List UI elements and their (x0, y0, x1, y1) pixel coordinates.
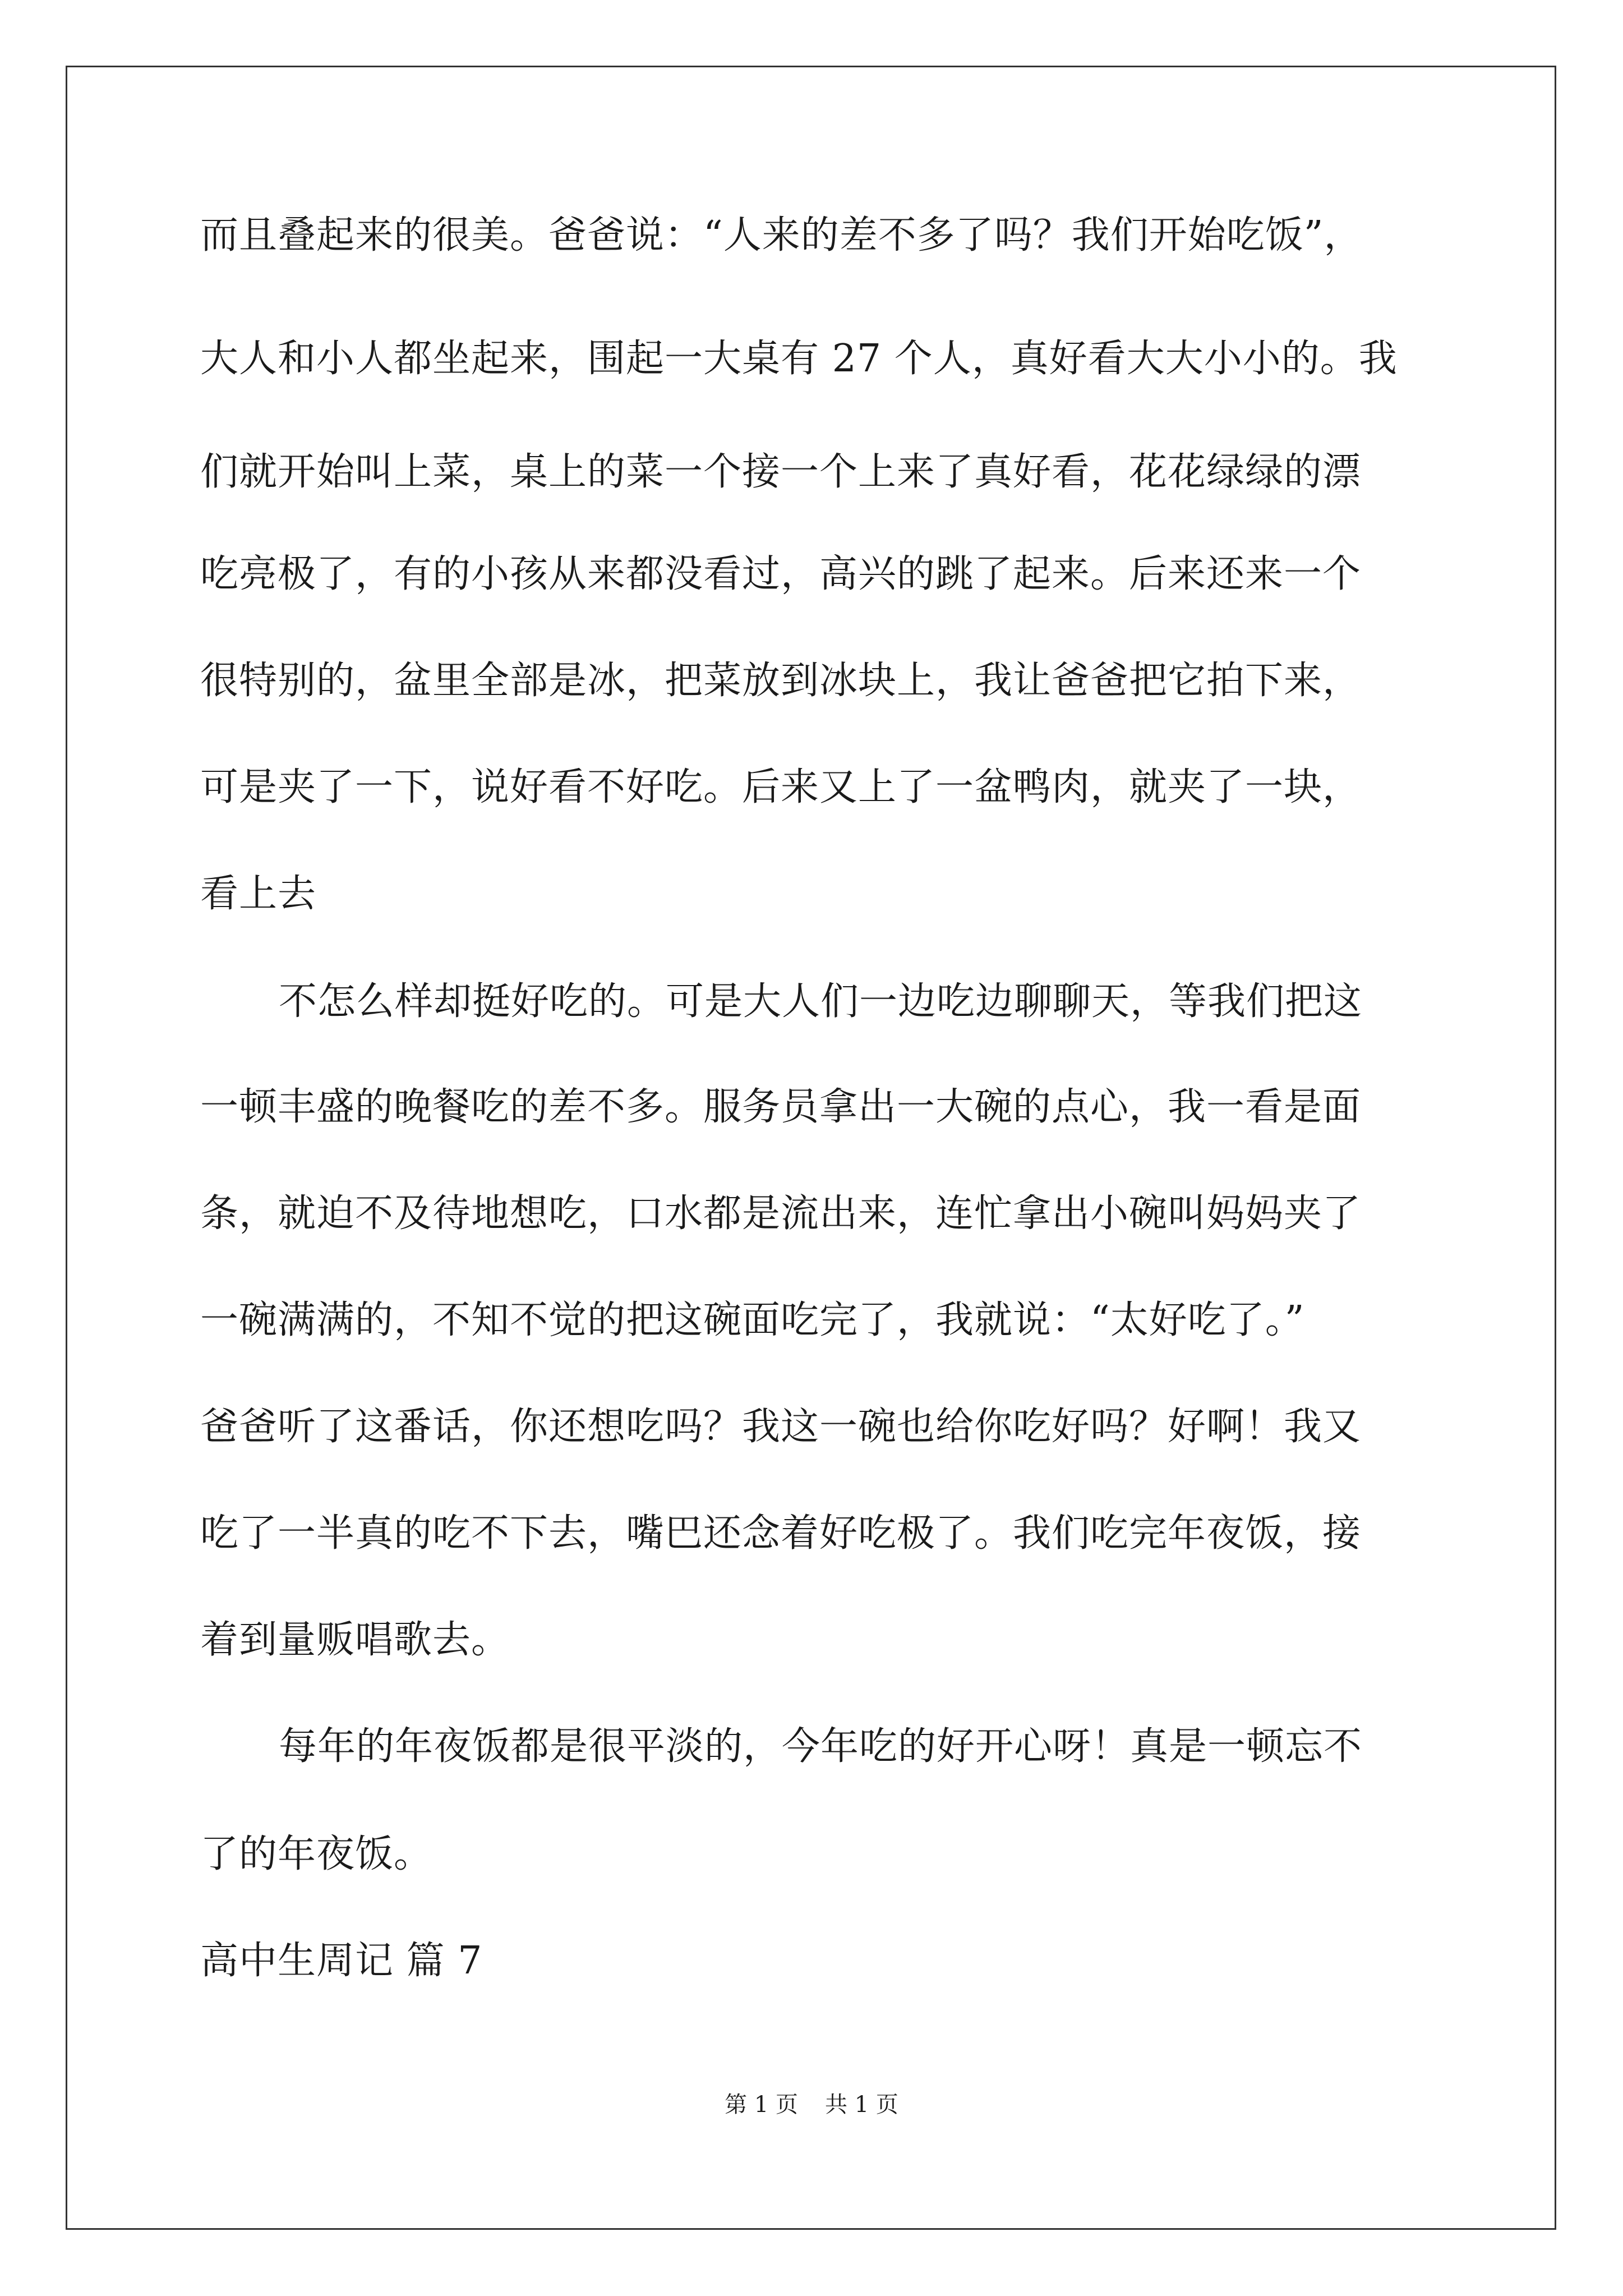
paragraph-line: 着到量贩唱歌去。 (200, 1618, 510, 1662)
paragraph-line: 条，就迫不及待地想吃，口水都是流出来，连忙拿出小碗叫妈妈夹了 (200, 1191, 1362, 1236)
paragraph-line: 吃亮极了，有的小孩从来都没看过，高兴的跳了起来。后来还来一个 (200, 552, 1362, 596)
section-heading: 高中生周记 篇 7 (200, 1939, 483, 1983)
paragraph-line: 吃了一半真的吃不下去，嘴巴还念着好吃极了。我们吃完年夜饭，接 (200, 1511, 1362, 1556)
page-footer (0, 2093, 1623, 2116)
paragraph-line: 大人和小人都坐起来，围起一大桌有 27 个人，真好看大大小小的。我 (200, 337, 1398, 381)
paragraph-line: 而且叠起来的很美。爸爸说：“人来的差不多了吗？我们开始吃饭”， (200, 213, 1363, 257)
paragraph-line: 一顿丰盛的晚餐吃的差不多。服务员拿出一大碗的点心，我一看是面 (200, 1085, 1362, 1129)
paragraph-line: 可是夹了一下，说好看不好吃。后来又上了一盆鸭肉，就夹了一块， (200, 765, 1362, 809)
page-number: 第 1 页 (725, 2092, 798, 2118)
paragraph-line: 很特别的，盆里全部是冰，把菜放到冰块上，我让爸爸把它拍下来， (200, 659, 1362, 703)
paragraph-line: 了的年夜饭。 (200, 1832, 433, 1876)
paragraph-line: 一碗满满的，不知不觉的把这碗面吃完了，我就说：“太好吃了。” (200, 1298, 1305, 1342)
paragraph-line: 们就开始叫上菜，桌上的菜一个接一个上来了真好看，花花绿绿的漂 (200, 450, 1362, 494)
paragraph-line: 每年的年夜饭都是很平淡的，今年吃的好开心呀！真是一顿忘不 (279, 1724, 1363, 1769)
paragraph-line: 爸爸听了这番话，你还想吃吗？我这一碗也给你吃好吗？好啊！我又 (200, 1405, 1362, 1449)
paragraph-line: 看上去 (200, 872, 317, 916)
paragraph-line: 不怎么样却挺好吃的。可是大人们一边吃边聊聊天，等我们把这 (279, 979, 1363, 1024)
page-total: 共 1 页 (825, 2092, 898, 2118)
page-border (66, 66, 1556, 2230)
